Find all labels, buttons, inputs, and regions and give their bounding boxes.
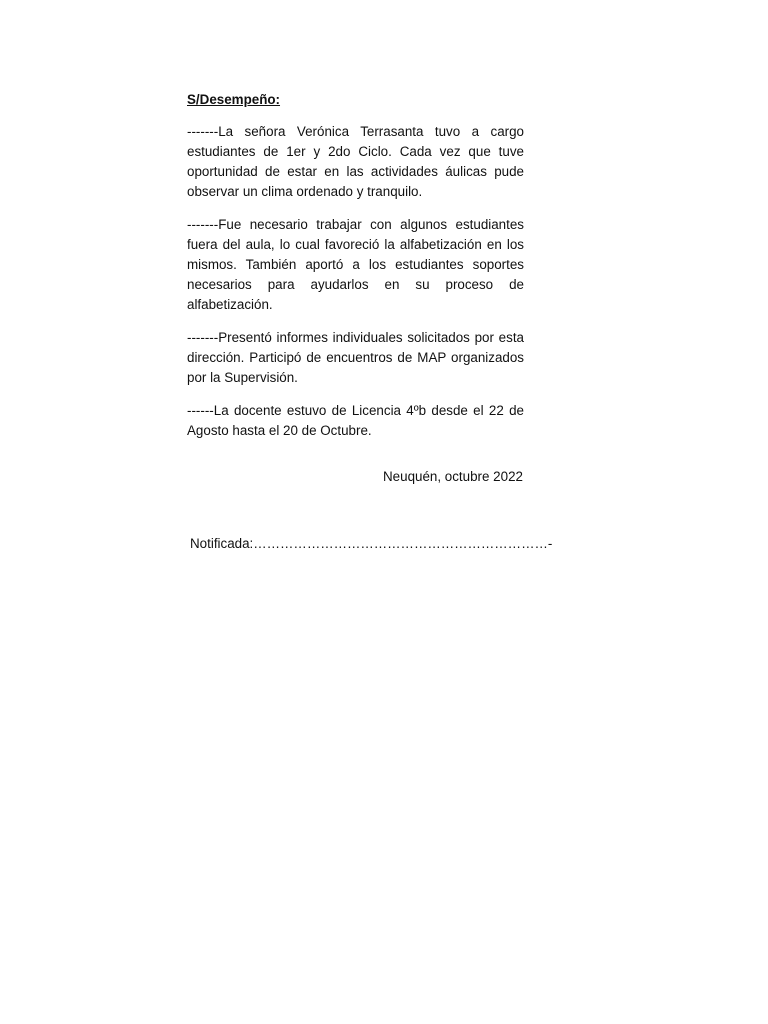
paragraph-4: ------La docente estuvo de Licencia 4ºb desde el 22 de Agosto hasta el 20 de Octubre. (187, 403, 524, 438)
section-heading: S/Desempeño: (187, 92, 281, 107)
notified-signature-line: Notificada:…………………………………………………………- (190, 536, 553, 551)
paragraph-1: -------La señora Verónica Terrasanta tuvo a cargo estudiantes de 1er y 2do Ciclo. Cada vez que tuve oportunidad de estar en las actividades áulicas pude observar un clima ordenado y tranquilo. (187, 124, 524, 199)
paragraph-3: -------Presentó informes individuales solicitados por esta dirección. Participó de encuentros de MAP organizados por la Supervisión. (187, 330, 524, 385)
place-date: Neuquén, octubre 2022 (383, 469, 523, 484)
document-body (187, 91, 524, 454)
paragraph-2: -------Fue necesario trabajar con algunos estudiantes fuera del aula, lo cual favoreció la alfabetización en los mismos. También aportó a los estudiantes soportes necesarios para ayudarlos en su proceso de alfabetización. (187, 217, 524, 312)
